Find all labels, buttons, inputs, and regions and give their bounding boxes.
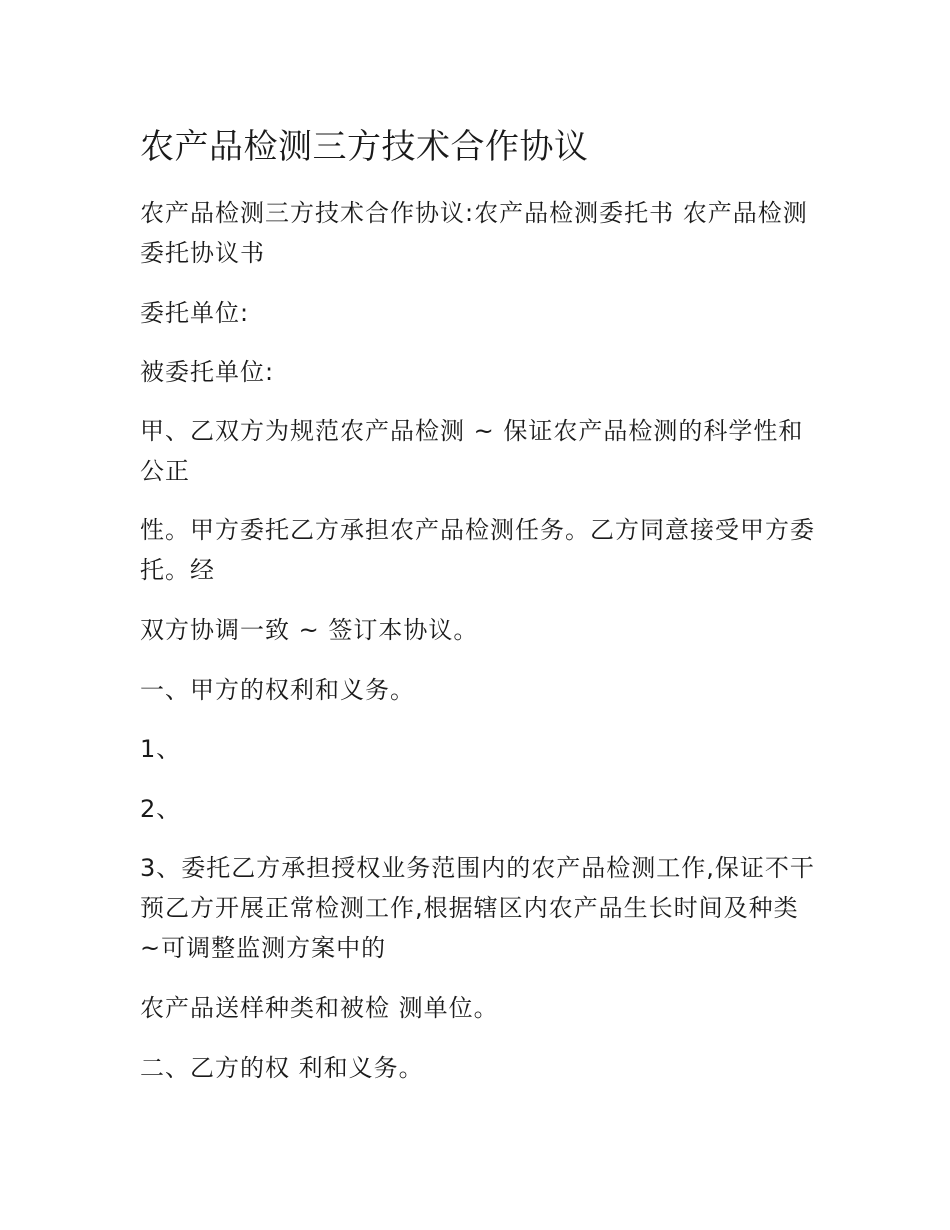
client-unit-line: 委托单位: (140, 299, 250, 327)
item-3-continued: 农产品送样种类和被检 测单位。 (140, 994, 499, 1022)
document-title: 农产品检测三方技术合作协议 (140, 127, 589, 167)
agreement-sign-line: 双方协调一致 ~ 签订本协议。 (140, 616, 479, 644)
purpose-paragraph: 甲、乙双方为规范农产品检测 ~ 保证农产品检测的科学性和公正 (140, 417, 804, 485)
section-party-a-heading: 一、甲方的权利和义务。 (140, 676, 415, 704)
item-2: 2、 (140, 795, 182, 823)
item-3: 3、委托乙方承担授权业务范围内的农产品检测工作,保证不干预乙方开展正常检测工作,根据辖区内农产品生长时间及种类 ~可调整监测方案中的 (140, 854, 815, 962)
intro-paragraph: 农产品检测三方技术合作协议:农产品检测委托书 农产品检测委托协议书 (140, 199, 808, 267)
item-1: 1、 (140, 735, 182, 763)
entrusted-unit-line: 被委托单位: (140, 358, 275, 386)
commission-paragraph: 性。甲方委托乙方承担农产品检测任务。乙方同意接受甲方委托。经 (140, 516, 815, 584)
section-party-b-heading: 二、乙方的权 利和义务。 (140, 1054, 424, 1082)
